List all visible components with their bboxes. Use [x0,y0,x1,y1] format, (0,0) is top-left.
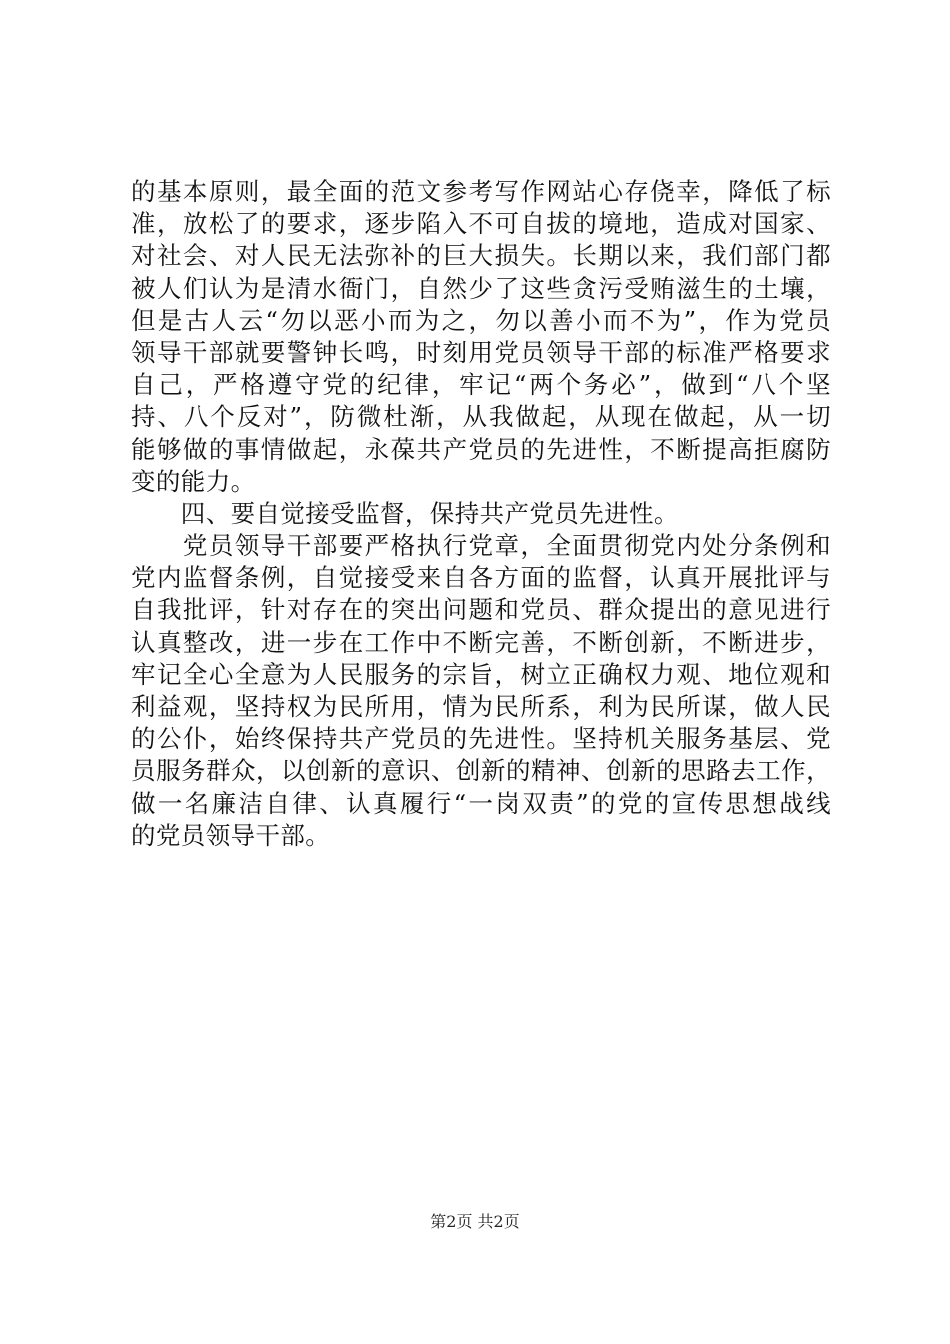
body-line: 对社会、对人民无法弥补的巨大损失。长期以来，我们部门都 [131,241,831,271]
body-line: 能够做的事情做起，永葆共产党员的先进性，不断提高拒腐防 [131,434,831,464]
body-line: 认真整改，进一步在工作中不断完善，不断创新，不断进步， [131,627,831,657]
document-body [131,176,831,852]
page-footer [0,1212,950,1232]
body-line: 持、八个反对”，防微杜渐，从我做起，从现在做起，从一切 [131,402,831,432]
body-line: 的公仆，始终保持共产党员的先进性。坚持机关服务基层、党 [131,724,831,754]
body-line: 党员领导干部要严格执行党章，全面贯彻党内处分条例和 [131,531,831,561]
body-line: 牢记全心全意为人民服务的宗旨，树立正确权力观、地位观和 [131,659,831,689]
body-line: 员服务群众，以创新的意识、创新的精神、创新的思路去工作， [131,756,831,786]
body-line: 但是古人云“勿以恶小而为之，勿以善小而不为”，作为党员 [131,305,831,335]
body-line: 党内监督条例，自觉接受来自各方面的监督，认真开展批评与 [131,563,831,593]
body-line: 被人们认为是清水衙门，自然少了这些贪污受贿滋生的土壤， [131,273,831,303]
body-line: 的基本原则，最全面的范文参考写作网站心存侥幸，降低了标 [131,177,831,206]
body-line: 自己，严格遵守党的纪律，牢记“两个务必”，做到“八个坚 [131,370,831,400]
body-line: 自我批评，针对存在的突出问题和党员、群众提出的意见进行 [131,595,831,625]
body-line: 利益观，坚持权为民所用，情为民所系，利为民所谋，做人民 [131,692,831,721]
body-line: 做一名廉洁自律、认真履行“一岗双责”的党的宣传思想战线 [131,788,831,818]
body-line: 变的能力。 [131,466,256,496]
section-heading: 四、要自觉接受监督，保持共产党员先进性。 [131,498,679,528]
page-number: 第2页 共2页 [430,1212,520,1231]
body-line: 的党员领导干部。 [131,820,331,850]
body-line: 领导干部就要警钟长鸣，时刻用党员领导干部的标准严格要求 [131,337,831,367]
body-line: 准，放松了的要求，逐步陷入不可自拔的境地，造成对国家、 [131,209,831,239]
